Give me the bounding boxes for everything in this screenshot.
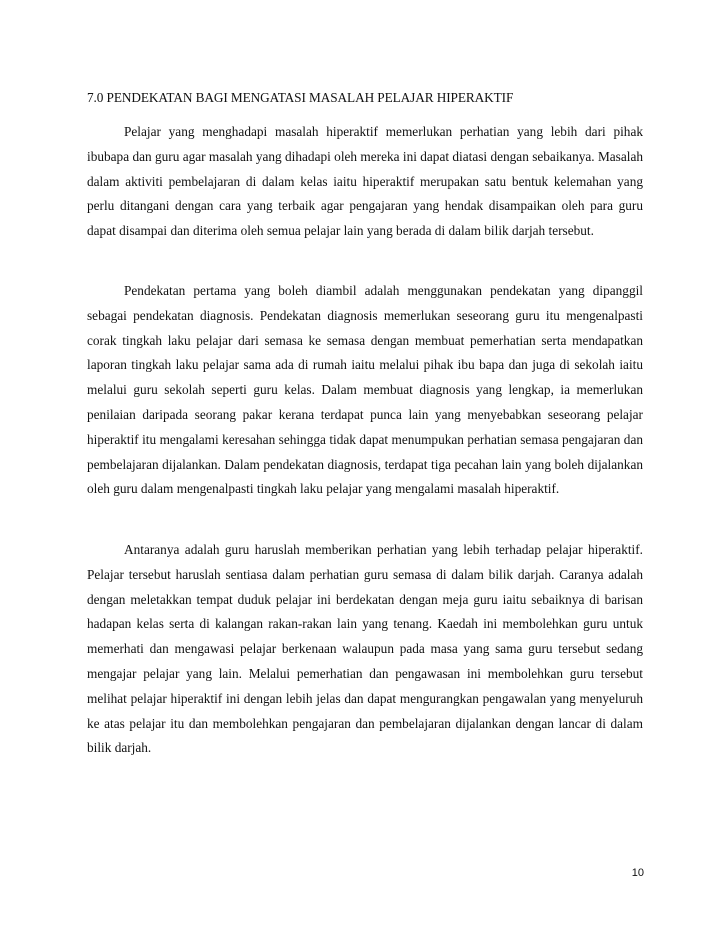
body-paragraph-2: Pendekatan pertama yang boleh diambil adalah menggunakan pendekatan yang dipanggil sebagai pendekatan diagnosis. Pendekatan diagnosis memerlukan seseorang guru itu mengenalpasti corak tingkah laku pelajar dari semasa ke semasa dengan membuat pemerhatian serta mendapatkan laporan tingkah laku pelajar sama ada di rumah iaitu melalui pihak ibu bapa dan juga di sekolah iaitu melalui guru sekolah seperti guru kelas. Dalam membuat diagnosis yang lengkap, ia memerlukan penilaian daripada seorang pakar kerana terdapat punca lain yang menyebabkan seseorang pelajar hiperaktif itu mengalami keresahan sehingga tidak dapat menumpukan perhatian semasa pengajaran dan pembelajaran dijalankan. Dalam pendekatan diagnosis, terdapat tiga pecahan lain yang boleh dijalankan oleh guru dalam mengenalpasti tingkah laku pelajar yang mengalami masalah hiperaktif. <box>87 283 643 497</box>
body-paragraph-1: Pelajar yang menghadapi masalah hiperaktif memerlukan perhatian yang lebih dari pihak ibubapa dan guru agar masalah yang dihadapi oleh mereka ini dapat diatasi dengan sebaikanya. Masalah dalam aktiviti pembelajaran di dalam kelas iaitu hiperaktif merupakan satu bentuk kelemahan yang perlu ditangani dengan cara yang terbaik agar pengajaran yang hendak disampaikan oleh para guru dapat disampai dan diterima oleh semua pelajar lain yang berada di dalam bilik darjah tersebut. <box>87 124 643 239</box>
body-paragraph-3: Antaranya adalah guru haruslah memberikan perhatian yang lebih terhadap pelajar hiperaktif. Pelajar tersebut haruslah sentiasa dalam perhatian guru semasa di dalam bilik darjah. Caranya adalah dengan meletakkan tempat duduk pelajar ini berdekatan dengan meja guru iaitu sebaiknya di barisan hadapan kelas serta di kalangan rakan-rakan lain yang tenang. Kaedah ini membolehkan guru untuk memerhati dan mengawasi pelajar berkenaan walaupun pada masa yang sama guru tersebut sedang mengajar pelajar yang lain. Melalui pemerhatian dan pengawasan ini membolehkan guru tersebut melihat pelajar hiperaktif ini dengan lebih jelas dan dapat mengurangkan pengawalan yang menyeluruh ke atas pelajar itu dan membolehkan pengajaran dan pembelajaran dijalankan dengan lancar di dalam bilik darjah. <box>87 542 643 756</box>
page-number: 10 <box>631 867 644 879</box>
section-heading: 7.0 PENDEKATAN BAGI MENGATASI MASALAH PELAJAR HIPERAKTIF <box>87 90 514 105</box>
